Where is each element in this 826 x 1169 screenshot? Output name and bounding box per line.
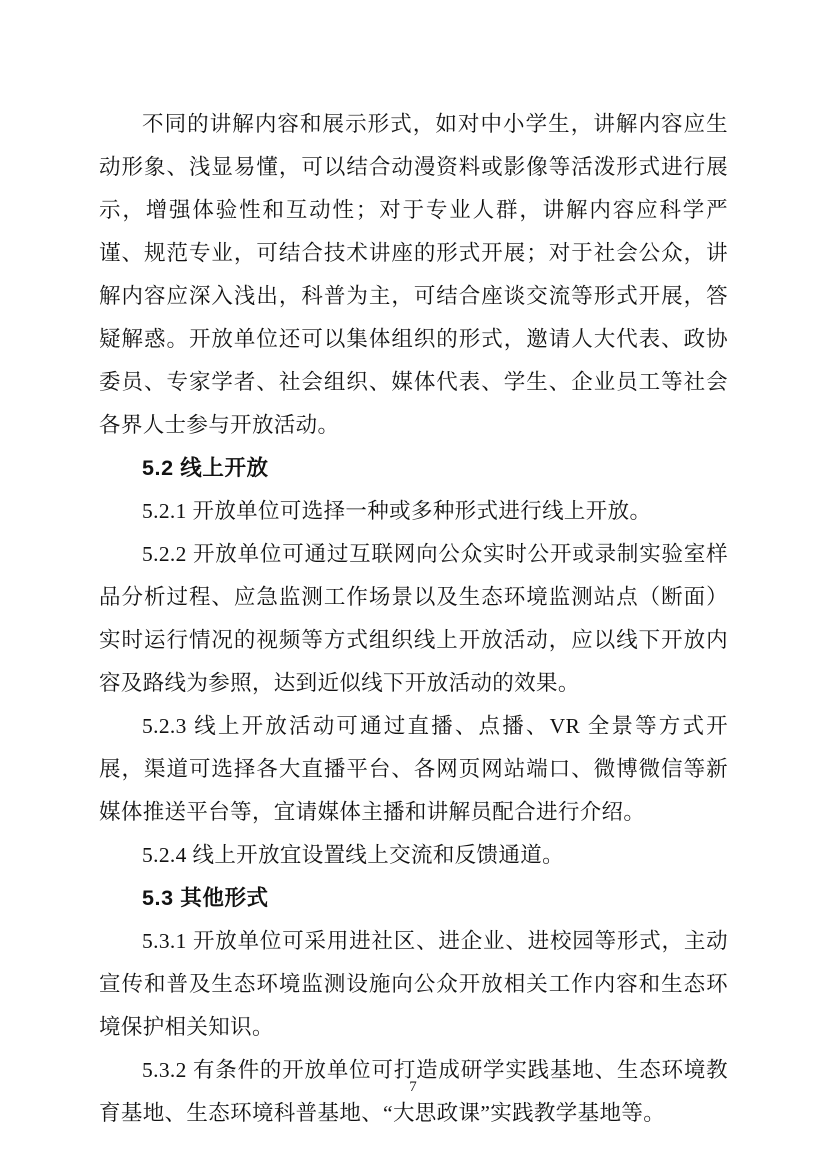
paragraph-5-2-2: 5.2.2 开放单位可通过互联网向公众实时公开或录制实验室样品分析过程、应急监测工作场景以及生态环境监测站点（断面）实时运行情况的视频等方式组织线上开放活动，应以线下开放内容及路线为参照，达到近似线下开放活动的效果。 xyxy=(99,542,728,695)
paragraph-5-1-continued: 不同的讲解内容和展示形式，如对中小学生，讲解内容应生动形象、浅显易懂，可以结合动漫资料或影像等活泼形式进行展示，增强体验性和互动性；对于专业人群，讲解内容应科学严谨、规范专业，可结合技术讲座的形式开展；对于社会公众，讲解内容应深入浅出，科普为主，可结合座谈交流等形式开展，答疑解惑。开放单位还可以集体组织的形式，邀请人大代表、政协委员、专家学者、社会组织、媒体代表、学生、企业员工等社会各界人士参与开放活动。 xyxy=(99,112,728,437)
paragraph-5-2-1: 5.2.1 开放单位可选择一种或多种形式进行线上开放。 xyxy=(142,499,652,523)
page-number: 7 xyxy=(409,1079,417,1095)
heading-5-2: 5.2 线上开放 xyxy=(142,456,269,480)
page-body xyxy=(99,103,728,1135)
paragraph-5-2-3: 5.2.3 线上开放活动可通过直播、点播、VR 全景等方式开展，渠道可选择各大直播平台、各网页网站端口、微博微信等新媒体推送平台等，宜请媒体主播和讲解员配合进行介绍。 xyxy=(99,714,728,824)
paragraph-5-2-4: 5.2.4 线上开放宜设置线上交流和反馈通道。 xyxy=(142,843,564,867)
paragraph-5-3-2: 5.3.2 有条件的开放单位可打造成研学实践基地、生态环境教育基地、生态环境科普基地、“大思政课”实践教学基地等。 xyxy=(99,1058,728,1125)
heading-5-3: 5.3 其他形式 xyxy=(142,886,269,910)
paragraph-5-3-1: 5.3.1 开放单位可采用进社区、进企业、进校园等形式，主动宣传和普及生态环境监测设施向公众开放相关工作内容和生态环境保护相关知识。 xyxy=(99,929,728,1039)
